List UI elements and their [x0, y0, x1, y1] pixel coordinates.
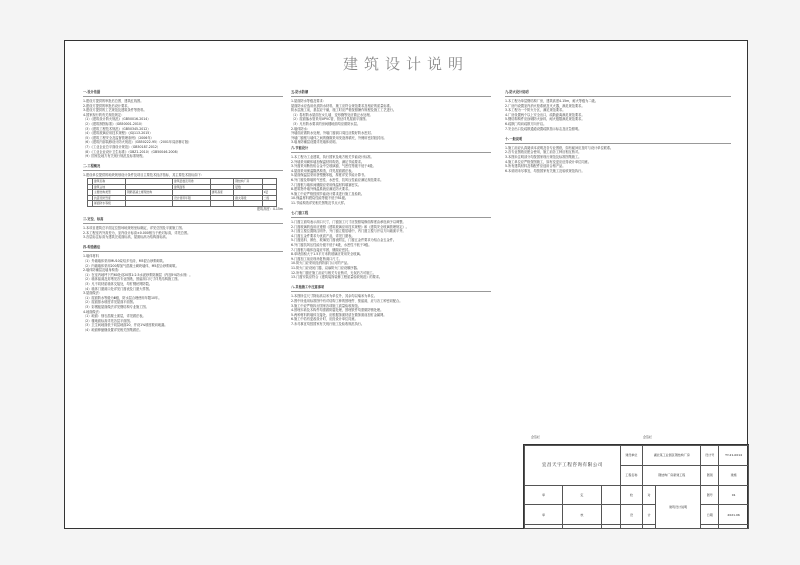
- section-rule: [83, 170, 283, 171]
- text-line: （9）国家及地方有关现行规范及标准规程。: [83, 154, 146, 159]
- text-line: 3.各层标注标高为建筑完成面标高，屋面标高为结构面标高。: [83, 235, 169, 240]
- section-heading: 五.防水防潮: [291, 90, 309, 94]
- text-line: 4.施工单位应严格按图施工，如有变更应征得设计单位同意。: [505, 159, 591, 164]
- text-line: 2.门窗玻璃的选用应遵照《建筑玻璃应用技术规程》和《建筑安全玻璃管理规定》。: [291, 224, 409, 229]
- section-rule: [291, 291, 491, 292]
- text-line: 3.施工中应严格执行国家各项施工质量验收规范。: [291, 303, 361, 308]
- text-line: 1.本工程为单层钢结构厂房，建筑高度4.15m，耐火等级为二级。: [505, 99, 598, 103]
- text-line: 6.外门窗抗风压性能分级不低于4级，水密性不低于3级。: [291, 243, 372, 248]
- section-rule: [291, 96, 491, 97]
- field-value: [719, 525, 749, 529]
- text-line: （1）地面：细石混凝土面层，详见做法表。: [83, 314, 146, 319]
- role-cell: 审: [525, 485, 563, 505]
- table-cell: 主要结构类型: [93, 190, 126, 196]
- text-line: 防水层施工前，基层应干燥，施工时应严格按照操作规程及施工工艺进行。: [291, 108, 397, 113]
- text-line: （1）《建筑设计防火规范》（GB50016-2014）: [83, 117, 151, 122]
- section-rule: [291, 217, 491, 218]
- text-line: 2.墙体防潮层及墙身构造：: [83, 268, 122, 273]
- table-cell: [210, 201, 234, 207]
- text-line: 6.施工中若有更改设计时，应经设计单位同意。: [291, 317, 358, 322]
- table-row: [88, 201, 277, 207]
- section-body: [83, 254, 283, 332]
- section-heading: 二.工程概况: [83, 164, 101, 169]
- signature-cell: [601, 525, 620, 529]
- table-cell: 建筑面积: [172, 184, 210, 190]
- text-line: 10.保温材料燃烧性能等级不低于B1级。: [291, 196, 349, 201]
- spec-table: [87, 178, 277, 207]
- text-line: 11.节能构造详见相关图集及节点大样。: [291, 200, 348, 205]
- table-cell: 二级: [262, 195, 276, 201]
- section-rule: [83, 251, 283, 252]
- text-line: 7.门窗框与墙体连接应牢固，缝隙应密封。: [291, 247, 352, 252]
- column-3: [505, 89, 731, 173]
- table-cell: [234, 201, 262, 207]
- section-body: [505, 99, 731, 131]
- text-line: 3.本图未注明部分均按国家现行规范及标准图集施工。: [505, 154, 582, 159]
- section-heading: 八.其他施工中注意事项: [291, 285, 325, 290]
- field-value: 01: [719, 485, 749, 505]
- text-line: 12.所有门窗在施工前应与相关专业核对，无误后方可施工。: [291, 270, 376, 275]
- text-line: 1.本工程为工业建筑，执行国家及地方相关节能设计标准。: [291, 154, 374, 159]
- table-cell: [125, 201, 172, 207]
- field-label: 设计号: [701, 446, 719, 466]
- text-line: （2）楼地面标高详见各层平面图。: [83, 318, 133, 323]
- text-line: 4.地面做法：: [83, 309, 102, 314]
- table-cell: 建筑高度: [210, 190, 234, 196]
- text-line: 3.本工程为一个防火分区，满足规范要求。: [505, 108, 566, 113]
- text-line: 2.图中所选用标准图中有对结构工种的预埋件、预留洞，应与各工种密切配合。: [291, 298, 403, 303]
- section-heading: 四.构造做法: [83, 245, 101, 250]
- text-line: 2.外墙采用砌体墙加保温材料构造，满足节能要求。: [291, 159, 365, 164]
- text-line: 3.建设方提供的工艺规范及建筑条件等资料。: [83, 108, 147, 113]
- text-line: （3）《建筑工程技术规范》（GB50345-2012）: [83, 126, 151, 131]
- text-line: （3）凡不同材质墙体交接处，均钉钢丝网防裂。: [83, 282, 152, 286]
- role-cell: 定: [563, 485, 601, 505]
- text-line: （4）《建筑玻璃应用技术规程》（JGJ113-2015）: [83, 131, 153, 136]
- text-line: 4.屋面采用保温隔热构造，详见屋面做法表。: [291, 168, 355, 173]
- section-body: [505, 146, 731, 174]
- role-cell: 设: [620, 505, 642, 525]
- countersign-label-right: 会签栏: [643, 435, 653, 439]
- text-line: 4.预埋木砖及木构件均需做防腐处理，预埋铁件均需做防锈处理。: [291, 308, 384, 313]
- text-line: （3）彩钢板屋面做法详见钢结构专业施工图。: [83, 304, 149, 309]
- field-value: TY-21-0014: [719, 446, 749, 466]
- table-cell: 1层: [262, 190, 276, 196]
- role-cell: 审: [525, 505, 563, 525]
- table-cell: 钢结构厂房: [234, 178, 262, 184]
- section-rule: [83, 96, 283, 97]
- text-line: （8）《工业企业设计卫生标准》（GBZ1-2010）（GB50046-2008）: [83, 149, 180, 154]
- section-heading: 三.定位、标高: [83, 217, 104, 222]
- section-heading: 七.门窗工程: [291, 211, 309, 216]
- section-rule: [505, 96, 731, 97]
- text-line: 1.门窗立面均表示洞口尺寸，门窗加工尺寸应按照装修面厚度由承包商予以调整。: [291, 220, 406, 225]
- table-cell: 设计使用年限: [172, 195, 210, 201]
- text-line: 3.门窗立樘位置除注明外，外门窗立樘居墙中，内门窗立樘与开启方向墙面平齐。: [291, 229, 406, 234]
- text-line: （2）屋面排水坡度详见屋面平面图。: [83, 300, 137, 305]
- text-line: 1.施工前应认真阅读本说明及各专业图纸，如有疑问应及时与设计单位联系。: [505, 145, 614, 150]
- text-line: 屋面防水应选用优质防水材料，施工应符合规范要求及相应的质量标准。: [291, 103, 393, 108]
- table-cell: 建筑占地: [93, 184, 126, 190]
- text-line: 10.防火门应采用经消防部门认可的产品。: [291, 261, 351, 266]
- field-label: 图号: [701, 485, 719, 505]
- text-line: 6.外门窗及幕墙的气密性、水密性、抗风压性能应满足规范要求。: [291, 177, 384, 182]
- drawing-label: 工程名称: [620, 465, 642, 485]
- page-title: 建筑设计说明: [342, 55, 469, 73]
- text-line: 2.厂房内设置室内消火栓系统及灭火器，满足规范要求。: [505, 103, 585, 108]
- text-line: （2）屋面落水管采用UPVC管，管径详见屋面平面图。: [291, 117, 369, 122]
- text-line: 7.门窗框与墙体间缝隙应采用保温材料填塞密实。: [291, 182, 361, 187]
- company-name: 宜昌天宇工程咨询有限公司: [525, 446, 621, 486]
- section-body: [291, 99, 491, 145]
- signature-cell: [601, 485, 620, 505]
- section-rule: [291, 152, 491, 153]
- text-line: 1.本图所注尺寸除标高以米为单位外，其余均以毫米为单位。: [291, 294, 377, 299]
- text-line: （1）外墙墙体采用MU10烧结多孔砖，M5混合砂浆砌筑。: [83, 259, 166, 264]
- table-cell: 屋面防水等级: [93, 201, 126, 207]
- signature-cell: [601, 505, 620, 525]
- project-name: 湖北某工业园区钢结构厂房: [643, 446, 701, 466]
- text-line: （3）卫生间地面低于同层地面20，并设1%坡度坡向地漏。: [83, 323, 168, 328]
- text-line: 9.施工中应严格按照节能设计要求进行施工及验收。: [291, 191, 365, 196]
- drawing-name: 钢结构厂房新建工程: [643, 465, 701, 485]
- text-line: 7.未尽事宜均按国家有关现行施工及验收规范执行。: [291, 321, 365, 326]
- table-cell: 建筑层数及用途: [172, 178, 210, 184]
- column-1: [83, 89, 283, 333]
- table-cell: 耐火等级: [234, 195, 262, 201]
- text-line: 2.建设方提供的审批后设计要求。: [83, 103, 131, 108]
- text-line: 2.各专业图纸应配合使用，施工前各工种应相互核对。: [505, 150, 582, 155]
- section-body: [291, 220, 491, 280]
- text-line: （1）屋面防水等级为Ⅲ级，防水层合理使用年限10年。: [83, 295, 162, 300]
- field-value: 建施: [719, 465, 749, 485]
- text-line: 4.门窗五金件要求为优质产品，详见门窗表。: [291, 233, 355, 238]
- text-line: 4.国家现行的有关规范规定：: [83, 112, 125, 117]
- text-line: 5.所有建筑材料及构配件应选用合格产品。: [505, 164, 566, 169]
- text-line: （6）《建筑内部装修设计防火规范》（GB50222-95）（2001年局部修订版）: [83, 140, 192, 145]
- text-line: 5.屋面保温层采用挤塑聚苯板，厚度详见节能计算书。: [291, 173, 368, 178]
- text-line: 3.墙身防潮层设置详见墙体说明。: [291, 140, 339, 145]
- text-line: 8.建筑物外墙外保温系统应满足防火要求。: [291, 187, 352, 192]
- text-line: （2）《建筑制图标准》（GB50001-2010）: [83, 121, 145, 126]
- text-line: 3.外窗采用断热铝合金中空玻璃窗，气密性等级不低于4级。: [291, 164, 376, 169]
- section-heading: 九.防火设计说明: [505, 90, 529, 94]
- table-cell: 钢筋混凝土框架结构: [125, 190, 172, 196]
- table-cell: [172, 201, 210, 207]
- text-line: 1.屋面防水等级及要求：: [291, 99, 326, 103]
- column-2: [291, 89, 491, 327]
- text-line: （2）墙体留洞及封堵见各专业图纸，预留洞口尺寸详见结构施工图。: [83, 277, 181, 282]
- drawing-title: 建筑设计说明: [656, 485, 701, 529]
- role-cell: 核: [563, 505, 601, 525]
- role-cell: [643, 525, 656, 529]
- field-value: 2021.06: [719, 505, 749, 525]
- text-line: 11.防火门应设闭门器，双扇防火门应设顺序器。: [291, 266, 360, 270]
- section-heading: 六.节能设计: [291, 145, 309, 150]
- section-body: [291, 155, 491, 206]
- role-cell: [620, 525, 642, 529]
- field-label: [701, 525, 719, 529]
- text-line: 8.单块面积大于1.5平方米的玻璃应采用安全玻璃。: [291, 252, 363, 257]
- role-cell: [525, 525, 563, 529]
- text-line: 外墙面应做防水处理，外墙门窗洞口周边应做好防水密封。: [291, 131, 374, 136]
- table-cell: [262, 201, 276, 207]
- text-line: （1）在室内地坪下约60处设20厚1:2.5水泥砂浆防潮层（内加5%防水剂）。: [83, 272, 193, 277]
- role-cell: 校: [620, 485, 642, 505]
- section-rule: [83, 223, 283, 224]
- text-line: 2.本工程室内外高差为，室内设计标高±0.000相当于绝对标高，详见总图。: [83, 230, 191, 235]
- text-line: （2）内墙墙体采用200厚加气混凝土砌块墙体，M5混合砂浆砌筑。: [83, 263, 179, 268]
- title-block: [523, 444, 749, 529]
- text-line: 1.建设方提供的审批后总图、建筑红线图。: [83, 99, 144, 103]
- text-line: 1.墙体材料: [83, 254, 99, 259]
- field-label: 图别: [701, 465, 719, 485]
- section-heading: 十.一般说明: [505, 136, 523, 141]
- text-line: 5.门窗选料、颜色、玻璃见门窗表附注，门窗五金件要求为铝合金五金件。: [291, 238, 397, 243]
- text-line: 13.门窗安装应符合《建筑装饰装修工程质量验收规范》的要求。: [291, 275, 383, 280]
- text-line: 5.两种材料的墙体交接处，应根据饰面材质在做饰面前加钉金属网。: [291, 312, 387, 317]
- table-cell: 建筑名称: [93, 178, 126, 184]
- drawing-sheet: [64, 40, 748, 529]
- text-line: （3）凡有防水要求的房间楼地面均应做防水层。: [291, 121, 360, 126]
- text-line: （7）《工业企业总平面设计规范》（GB50187-2012）: [83, 144, 161, 149]
- text-line: 外墙门窗框与墙体之间的缝隙采用发泡剂填充，外侧用密封胶封闭。: [291, 135, 387, 140]
- text-line: 建筑高度：4.15m: [256, 206, 283, 211]
- section-rule: [505, 143, 731, 144]
- text-line: 1.建设单位提供的地块规划设计条件及项目主要技术经济指标，其主要技术指标如下：: [83, 173, 204, 178]
- text-line: 7.安全出口及疏散通道设置疏散指示标志及应急照明。: [505, 126, 582, 131]
- field-label: 日期: [701, 505, 719, 525]
- section-body: [291, 294, 491, 326]
- role-cell: [563, 525, 601, 529]
- text-line: 5.钢结构构件应涂刷防火涂料，耐火极限满足规范要求。: [505, 117, 585, 122]
- table-cell: 层数: [234, 184, 262, 190]
- table-cell: 抗震设防烈度: [93, 195, 126, 201]
- text-line: （4）地面伸缩缝设置详见相关图集做法。: [83, 327, 143, 332]
- section-body: [83, 99, 283, 159]
- countersign-label-left: 会签栏: [531, 435, 541, 439]
- project-label: 建设单位: [620, 446, 642, 466]
- text-line: 4.厂房设置两个以上安全出口，疏散距离满足规范要求。: [505, 112, 585, 117]
- section-heading: 一.设计依据: [83, 90, 101, 94]
- text-line: 9.门窗加工前应现场复核洞口尺寸。: [291, 256, 342, 261]
- text-line: 1.本项目建筑总平面定位按场地规划坐标确定，详见总图及平面施工图。: [83, 226, 185, 231]
- text-line: （4）墙体门窗洞口处详见门窗表及门窗大样图。: [83, 286, 152, 291]
- section-body: [83, 226, 283, 240]
- text-line: 2.墙体防水：: [291, 126, 310, 131]
- role-cell: 对: [643, 485, 656, 505]
- text-line: 6.疏散门均向疏散方向开启。: [505, 121, 547, 126]
- text-line: （5）《建筑工程安全及监督管理条例》（2006年）: [83, 135, 154, 140]
- text-line: 3.屋面做法：: [83, 291, 102, 296]
- text-line: （1）卷材防水屋面在女儿墙、变形缝等处应做泛水处理。: [291, 112, 373, 117]
- role-cell: 计: [643, 505, 656, 525]
- text-line: 6.本说明未尽事宜，均按国家有关施工及验收规范执行。: [505, 168, 585, 173]
